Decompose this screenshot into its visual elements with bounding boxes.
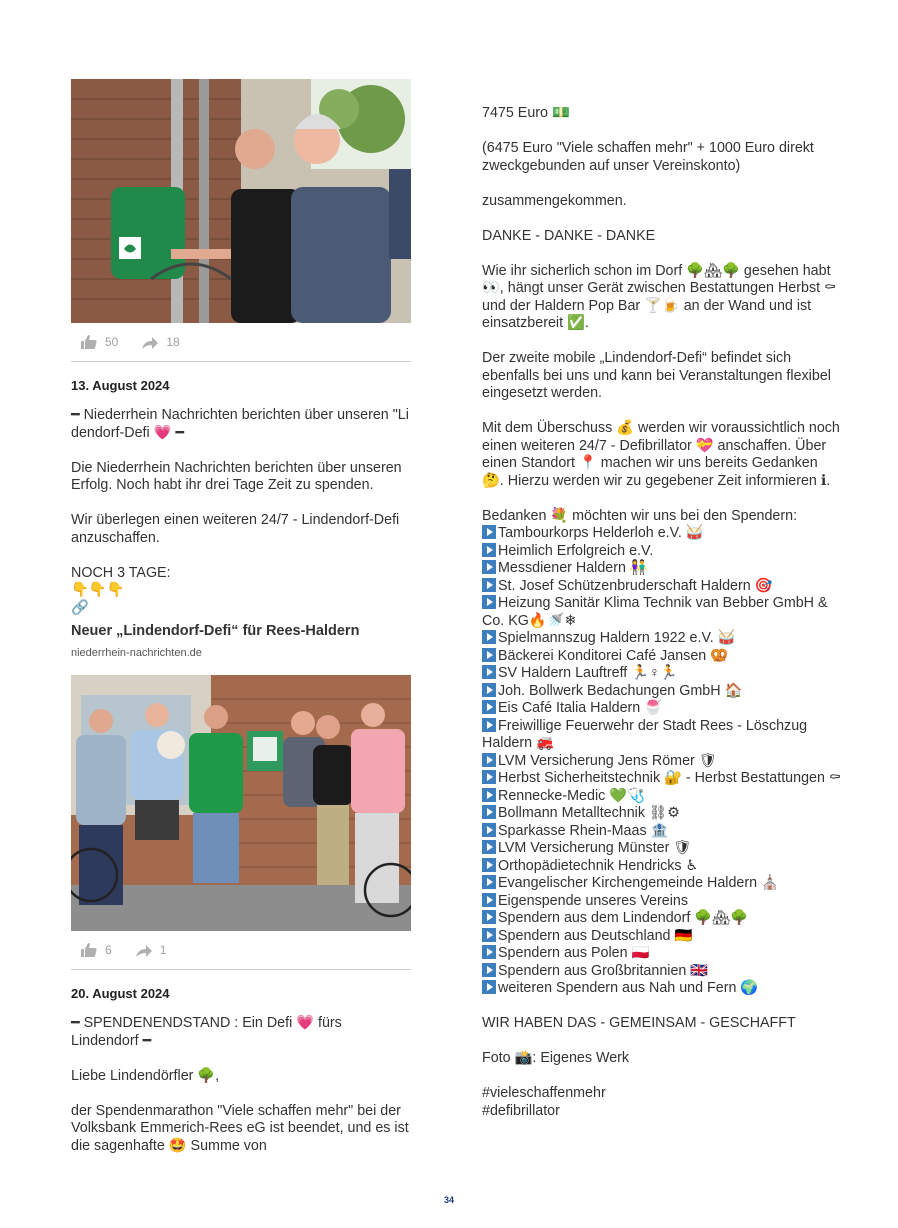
play-button-icon	[482, 840, 496, 854]
post2-text-3: Wir überlegen einen weiteren 24/7 - Lindendorf-Defi anzuschaffen.	[71, 512, 400, 546]
post1-share-button[interactable]	[142, 335, 179, 349]
right-text-4: DANKE - DANKE - DANKE	[482, 227, 656, 244]
donor-item: Tambourkorps Helderloh e.V. 🥁	[482, 525, 842, 543]
play-button-icon	[482, 543, 496, 557]
play-button-icon	[482, 595, 496, 609]
post2-like-button[interactable]	[81, 943, 112, 957]
post1-like-count: 50	[105, 335, 119, 349]
play-button-icon	[482, 700, 496, 714]
post2-text-1: ━ Niederrhein Nachrichten berichten über unseren "Li dendorf-Defi 💗 ━	[71, 407, 409, 441]
play-button-icon	[482, 928, 496, 942]
play-button-icon	[482, 805, 496, 819]
post1-stats	[71, 323, 411, 362]
play-button-icon	[482, 893, 496, 907]
right-text-3: zusammengekommen.	[482, 192, 627, 209]
donor-item: weiteren Spendern aus Nah und Fern 🌍	[482, 980, 842, 998]
photo-defi-installation-illustration	[71, 79, 411, 323]
play-button-icon	[482, 910, 496, 924]
donor-item: Bollmann Metalltechnik ⛓⚙	[482, 805, 842, 823]
photo-group-defi-illustration	[71, 675, 411, 931]
donor-item: Orthopädietechnik Hendricks ♿	[482, 858, 842, 876]
post2-text-2: Die Niederrhein Nachrichten berichten über unseren Erfolg. Noch habt ihr drei Tage Zeit zu spenden.	[71, 459, 402, 493]
post2-like-count: 6	[105, 943, 112, 957]
donor-item: St. Josef Schützenbruderschaft Haldern 🎯	[482, 578, 842, 596]
post2-link-title[interactable]: Neuer „Lindendorf-Defi“ für Rees-Haldern	[71, 623, 360, 639]
donor-item: Heimlich Erfolgreich e.V.	[482, 543, 842, 561]
right-text-8: WIR HABEN DAS - GEMEINSAM - GESCHAFFT	[482, 1015, 796, 1031]
play-button-icon	[482, 718, 496, 732]
play-button-icon	[482, 963, 496, 977]
donor-item: Spielmannszug Haldern 1922 e.V. 🥁	[482, 630, 842, 648]
donor-item: Freiwillige Feuerwehr der Stadt Rees - Löschzug Haldern 🚒	[482, 717, 808, 751]
play-button-icon	[482, 858, 496, 872]
play-button-icon	[482, 823, 496, 837]
right-text-6: Der zweite mobile „Lindendorf-Defi“ befindet sich ebenfalls bei uns und kann bei Veranstaltungen flexibel eingesetzt werden.	[482, 350, 831, 401]
play-button-icon	[482, 980, 496, 994]
donor-item: Spendern aus dem Lindendorf 🌳🏘🌳	[482, 910, 842, 928]
donor-item: LVM Versicherung Münster 🛡	[482, 840, 842, 858]
thumbs-up-icon	[81, 335, 97, 349]
thumbs-up-icon	[81, 943, 97, 957]
post1-share-count: 18	[166, 335, 180, 349]
donor-item: SV Haldern Lauftreff 🏃♀🏃	[482, 665, 842, 683]
play-button-icon	[482, 630, 496, 644]
donor-item: Spendern aus Deutschland 🇩🇪	[482, 928, 842, 946]
post3-date: 20. August 2024	[71, 986, 170, 1001]
donor-item: Heizung Sanitär Klima Technik van Bebber GmbH & Co. KG🔥🚿❄	[482, 595, 828, 629]
donor-item: Joh. Bollwerk Bedachungen GmbH 🏠	[482, 683, 842, 701]
share-arrow-icon	[142, 335, 158, 349]
donor-item: Bäckerei Konditorei Café Jansen 🥨	[482, 648, 842, 666]
page-number: 34	[443, 1195, 454, 1205]
donor-item: Sparkasse Rhein-Maas 🏦	[482, 823, 842, 841]
donor-item: Messdiener Haldern 👫	[482, 560, 842, 578]
post2-share-count: 1	[159, 943, 167, 957]
donor-item: LVM Versicherung Jens Römer 🛡	[482, 753, 842, 771]
left-column	[71, 79, 411, 1173]
donor-item: Spendern aus Großbritannien 🇬🇧	[482, 963, 842, 981]
right-column	[482, 105, 842, 1138]
post2-text-4: NOCH 3 TAGE: 👇👇👇 🔗	[71, 564, 171, 616]
play-button-icon	[482, 665, 496, 679]
play-button-icon	[482, 648, 496, 662]
post1-like-button[interactable]	[81, 335, 118, 349]
post2-share-button[interactable]	[136, 943, 167, 957]
post3-text-3: der Spendenmarathon "Viele schaffen mehr" bei der Volksbank Emmerich-Rees eG ist beendet, und es ist die sagenhafte 🤩 Summe von	[71, 1102, 409, 1154]
post2-stats	[71, 931, 411, 970]
right-text-2: (6475 Euro "Viele schaffen mehr" + 1000 Euro direkt zweckgebunden auf unser Vereinskonto)	[482, 140, 814, 174]
play-button-icon	[482, 683, 496, 697]
donor-item: Evangelischer Kirchengemeinde Haldern ⛪	[482, 875, 842, 893]
post3-text-2: Liebe Lindendörfler 🌳,	[71, 1067, 220, 1084]
play-button-icon	[482, 560, 496, 574]
right-text-7: Mit dem Überschuss 💰 werden wir voraussichtlich noch einen weiteren 24/7 - Defibrillator 💝 anschaffen. Über einen Standort 📍 machen wir uns bereits Gedanken 🤔. Hierzu werden wir zu gegebener Zeit informieren ℹ.	[482, 420, 840, 489]
photo-defi-installation	[71, 79, 411, 323]
hashtags[interactable]: #vieleschaffenmehr #defibrillator	[482, 1085, 606, 1119]
right-text-1: 7475 Euro 💵	[482, 105, 570, 121]
donor-item: Eigenspende unseres Vereins	[482, 893, 842, 911]
donor-list	[482, 508, 842, 998]
play-button-icon	[482, 770, 496, 784]
donor-item: Eis Café Italia Haldern 🍧	[482, 700, 842, 718]
donor-item: Herbst Sicherheitstechnik 🔐 - Herbst Bestattungen ⚰	[482, 770, 842, 788]
right-text-5: Wie ihr sicherlich schon im Dorf 🌳🏘🌳 gesehen habt 👀, hängt unser Gerät zwischen Bestattungen Herbst ⚰ und der Haldern Pop Bar 🍸🍺 an der Wand und ist einsatzbereit ✅.	[482, 262, 837, 331]
play-button-icon	[482, 945, 496, 959]
donor-item: Spendern aus Polen 🇵🇱	[482, 945, 842, 963]
donor-list-intro: Bedanken 💐 möchten wir uns bei den Spendern:	[482, 507, 798, 524]
post3-text-1: ━ SPENDENENDSTAND : Ein Defi 💗 fürs Lindendorf ━	[71, 1015, 342, 1049]
post2-link-url[interactable]: niederrhein-nachrichten.de	[71, 647, 202, 659]
play-button-icon	[482, 788, 496, 802]
play-button-icon	[482, 578, 496, 592]
post2-date: 13. August 2024	[71, 378, 170, 393]
play-button-icon	[482, 875, 496, 889]
share-arrow-icon	[136, 943, 152, 957]
photo-group-defi	[71, 675, 411, 931]
right-text-9: Foto 📸: Eigenes Werk	[482, 1050, 630, 1066]
play-button-icon	[482, 525, 496, 539]
play-button-icon	[482, 753, 496, 767]
donor-item: Rennecke-Medic 💚🩺	[482, 788, 842, 806]
